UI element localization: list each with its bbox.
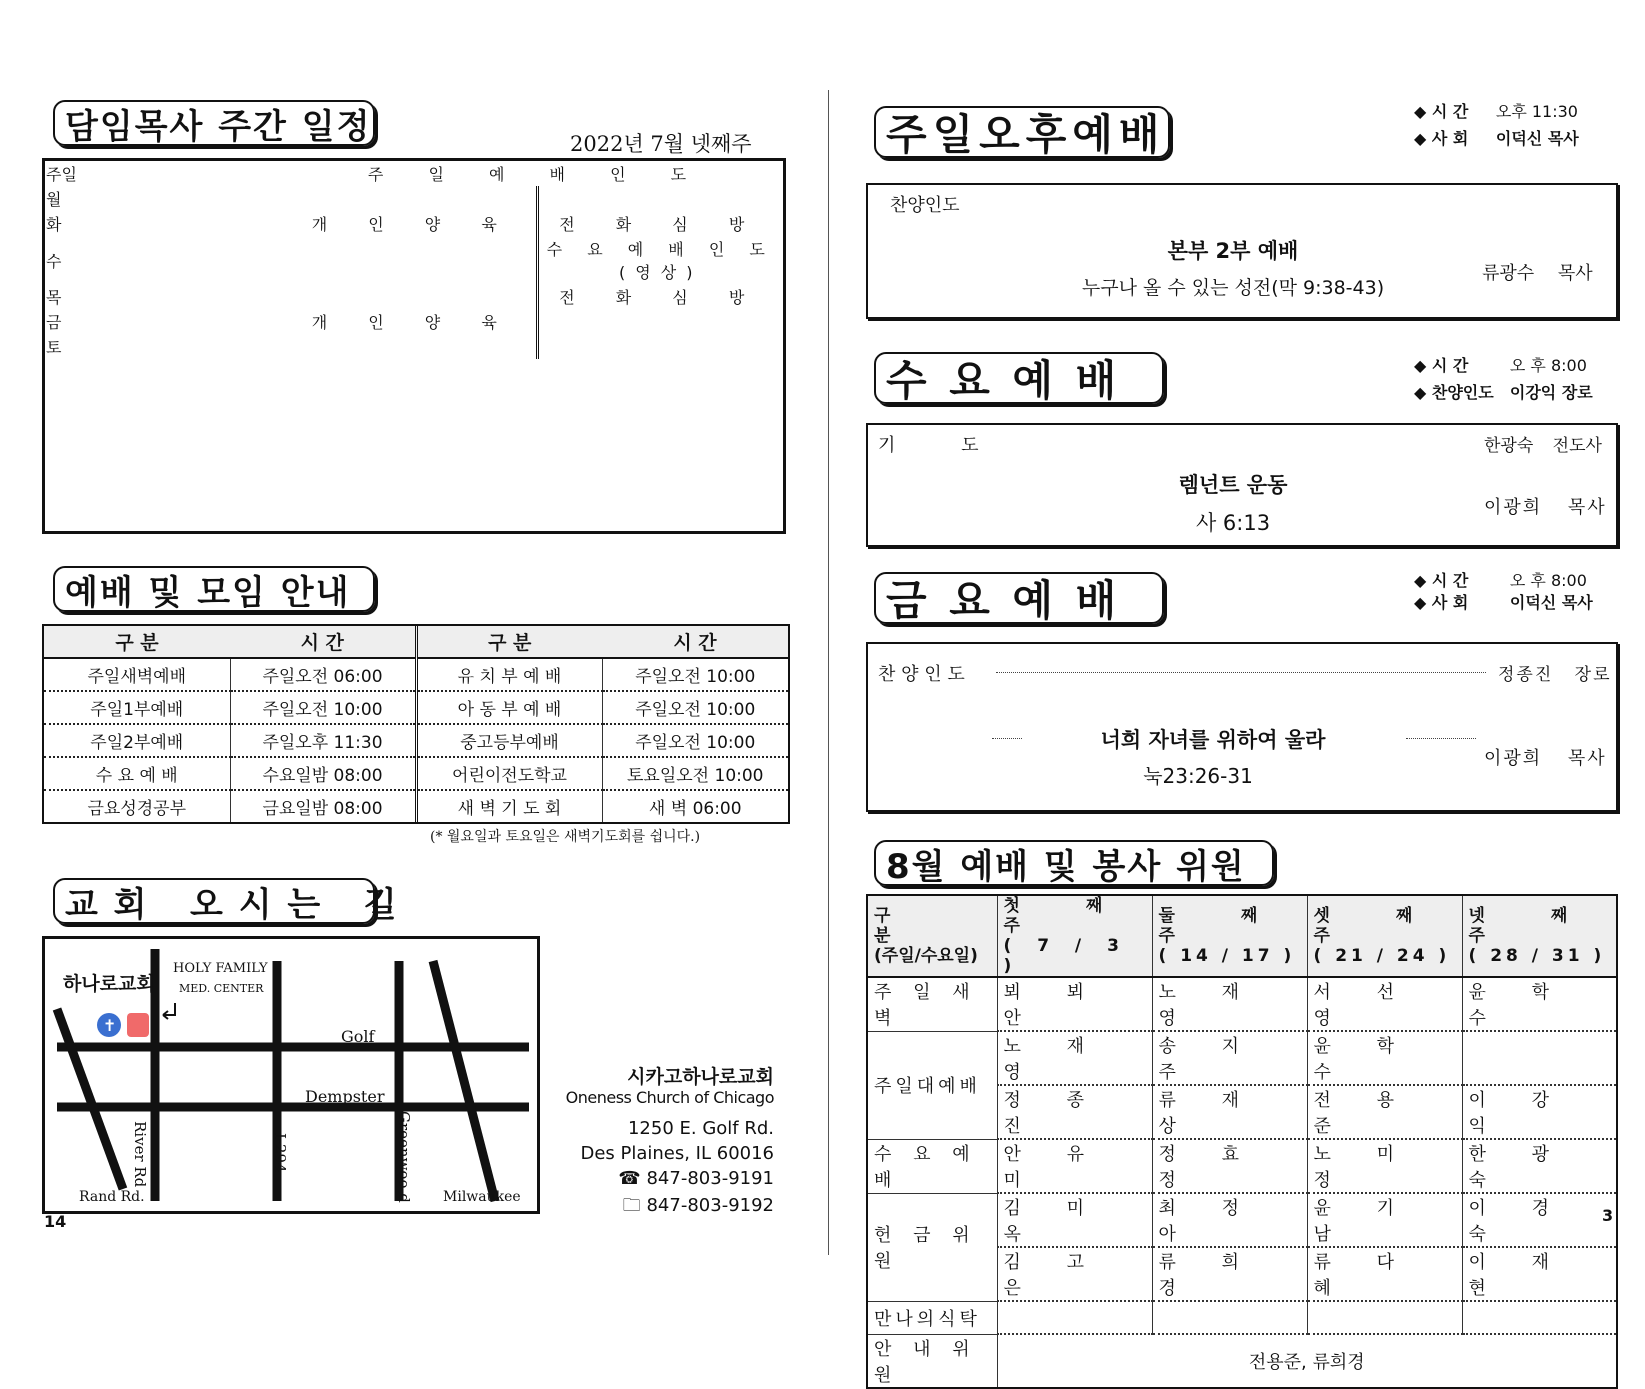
schedule-table <box>42 158 786 534</box>
host-value: 이덕신 목사 <box>1509 593 1593 612</box>
day-tue: 화 <box>46 215 62 234</box>
time-label: 시 간 <box>1431 571 1469 590</box>
meetings-title: 예배 및 모임 안내 <box>53 566 375 612</box>
wed-prayer-label: 기 도 <box>878 435 979 456</box>
roster-cell: 최 정 아 <box>1152 1193 1307 1247</box>
roster-cell: 류 다 혜 <box>1307 1247 1462 1301</box>
week1-label: 첫 째 주 <box>1003 896 1133 936</box>
sun-pm-box <box>866 183 1618 319</box>
meet-cell: 토요일오전 10:00 <box>602 757 788 790</box>
roster-cell: 김 고 은 <box>997 1247 1152 1301</box>
roster-cell: 한 광 숙 <box>1462 1139 1617 1193</box>
roster-label: 안 내 위 원 <box>867 1334 997 1388</box>
wed-preacher: 이광희 목사 <box>1484 497 1607 518</box>
map-greenwood-label: Greenwoo d <box>395 1111 413 1203</box>
table-row <box>44 691 788 724</box>
map-i294-label: I-294 <box>271 1133 289 1173</box>
phone: 847-803-9191 <box>646 1168 774 1189</box>
day-wed: 수 <box>46 251 62 271</box>
map-hospital-label2: MED. CENTER <box>179 982 264 995</box>
meet-cell: 중고등부예배 <box>416 724 602 757</box>
meet-header: 구 분 <box>416 626 602 658</box>
week3-label: 셋 째 주 <box>1313 906 1443 946</box>
meetings-table <box>42 624 790 824</box>
week4-label: 넷 째 주 <box>1468 906 1598 946</box>
roster-cell: 서 선 영 <box>1307 977 1462 1031</box>
roster-cell: 송 지 주 <box>1152 1031 1307 1085</box>
meet-cell: 새 벽 06:00 <box>648 799 742 819</box>
meet-cell: 금요성경공부 <box>44 790 230 822</box>
fri-scripture: 눅23:26-31 <box>1143 764 1253 788</box>
roster-cell: 정 종 진 <box>997 1085 1152 1139</box>
meet-cell: 주일오전 10:00 <box>602 658 788 691</box>
roster-cell: 뵈 뵈 안 <box>997 977 1152 1031</box>
roster-cell: 윤 기 남 <box>1307 1193 1462 1247</box>
table-row <box>867 977 1617 1031</box>
day-sun: 주일 <box>46 165 77 184</box>
sun-pm-sermon: 본부 2부 예배 <box>1167 239 1299 263</box>
table-row <box>867 1193 1617 1247</box>
roster-cell: 류 희 경 <box>1152 1247 1307 1301</box>
roster-cell: 정 효 정 <box>1152 1139 1307 1193</box>
wed-b: 수 요 예 배 인 도(영상) <box>546 240 775 282</box>
fri-meta: ◆ 시 간 오 후 8:00 ◆ 사 회 이덕신 목사 <box>1414 571 1593 612</box>
sun-pm-preacher: 류광수 목사 <box>1482 263 1593 284</box>
roster-cell: 전 용 준 <box>1307 1085 1462 1139</box>
meet-cell: 새 벽 기 도 회 <box>416 790 602 822</box>
week-label: 2022년 7월 넷째주 <box>570 132 752 156</box>
roster-cell: 안 유 미 <box>997 1139 1152 1193</box>
roster-header-sub: (주일/수요일) <box>874 946 978 966</box>
meet-cell: 주일1부예배 <box>44 691 230 724</box>
map-golf-label: Golf <box>341 1027 375 1046</box>
meet-cell: 어린이전도학교 <box>416 757 602 790</box>
sun-pm-meta: ◆ 시 간 오후 11:30 ◆ 사 회 이덕신 목사 <box>1414 98 1579 152</box>
host-value: 이덕신 목사 <box>1495 129 1579 148</box>
map-hospital-label1: HOLY FAMILY <box>173 961 268 976</box>
table-row <box>44 658 788 691</box>
fri-sermon-leader-r <box>1406 738 1476 739</box>
roster-cell: 이 재 현 <box>1462 1247 1617 1301</box>
day-thu: 목 <box>46 288 62 307</box>
meet-cell: 수 요 예 배 <box>44 757 230 790</box>
host-label: 사 회 <box>1431 593 1469 612</box>
roster-cell: 노 미 정 <box>1307 1139 1462 1193</box>
wed-scripture: 사 6:13 <box>1195 511 1271 535</box>
center-divider <box>828 90 829 1255</box>
meet-cell: 수요일밤 08:00 <box>230 757 416 790</box>
week2-label: 둘 째 주 <box>1158 906 1288 946</box>
tue-a: 개 인 양 육 <box>291 211 537 236</box>
phone-icon: ☎ <box>618 1168 647 1189</box>
meet-cell: 금요일밤 08:00 <box>262 799 383 819</box>
host-label: 찬양인도 <box>1431 383 1494 402</box>
address-line2: Des Plaines, IL 60016 <box>580 1143 774 1164</box>
fax-icon: 🗀 <box>622 1195 647 1216</box>
fri-praise-leader <box>996 672 1486 673</box>
day-fri: 금 <box>46 313 62 332</box>
meet-cell: 주일새벽예배 <box>44 658 230 691</box>
meet-cell: 주일오전 10:00 <box>602 691 788 724</box>
meet-header: 시 간 <box>230 626 416 658</box>
fax: 847-803-9192 <box>646 1195 774 1216</box>
thu-b: 전 화 심 방 <box>559 288 763 307</box>
day-sat: 토 <box>46 338 62 357</box>
church-name-ko: 시카고하나로교회 <box>627 1066 774 1088</box>
map-rand-label: Rand Rd. <box>79 1189 145 1205</box>
roster-cell: 노 재 영 <box>1152 977 1307 1031</box>
roster-cell: 윤 학 수 <box>1462 977 1617 1031</box>
church-info <box>556 1062 774 1218</box>
fri-sermon-leader-l <box>992 738 1022 739</box>
meet-header: 구 분 <box>44 626 230 658</box>
fri-a: 개 인 양 육 <box>291 309 537 334</box>
week2-date: ( 14 / 17 ) <box>1158 946 1296 966</box>
page-number-left: 14 <box>44 1212 67 1231</box>
fri-box <box>866 642 1618 812</box>
directions-title: 교 회 오 시 는 길 <box>53 878 375 924</box>
tue-b: 전 화 심 방 <box>559 215 763 234</box>
fri-preacher: 이광희 목사 <box>1484 748 1607 769</box>
time-value: 오 후 8:00 <box>1509 356 1587 375</box>
roster-label: 주 일 새 벽 <box>867 977 997 1031</box>
service-roster-title: 8월 예배 및 봉사 위원 <box>874 840 1274 886</box>
roster-cell: 윤 학 수 <box>1307 1031 1462 1085</box>
roster-cell: 노 재 영 <box>997 1031 1152 1085</box>
meet-cell: 주일2부예배 <box>44 724 230 757</box>
sun-pm-title: 주일오후예배 <box>874 106 1170 158</box>
week4-date: ( 28 / 31 ) <box>1468 946 1606 966</box>
map-river-label: River Rd <box>131 1121 149 1188</box>
roster-cell: 류 재 상 <box>1152 1085 1307 1139</box>
meet-cell: 주일오후 11:30 <box>230 724 416 757</box>
table-row <box>867 1031 1617 1085</box>
table-row <box>867 1334 1617 1388</box>
service-roster-table <box>866 894 1618 1389</box>
table-row <box>867 1301 1617 1334</box>
fri-sermon: 너희 자녀를 위하여 울라 <box>1100 728 1326 752</box>
table-row <box>44 724 788 757</box>
map-church-label: 하나로교회 <box>63 973 155 995</box>
host-label: 사 회 <box>1431 129 1469 148</box>
table-row <box>44 790 788 822</box>
meet-cell: 유 치 부 예 배 <box>416 658 602 691</box>
roster-label: 수 요 예 배 <box>867 1139 997 1193</box>
time-label: 시 간 <box>1431 356 1469 375</box>
church-name-en: Oneness Church of Chicago <box>565 1088 774 1107</box>
wed-meta: ◆ 시 간 오 후 8:00 ◆ 찬양인도 이강익 장로 <box>1414 352 1593 406</box>
meet-cell: 주일오전 10:00 <box>230 691 416 724</box>
sun-pm-scripture: 누구나 올 수 있는 성전(막 9:38-43) <box>1081 277 1385 299</box>
fri-title: 금 요 예 배 <box>874 572 1164 624</box>
wed-prayer-by: 한광숙 전도사 <box>1484 436 1602 456</box>
roster-cell <box>1462 1031 1617 1085</box>
pastor-schedule-title: 담임목사 주간 일정 <box>53 100 375 146</box>
sun-entry: 주 일 예 배 인 도 <box>367 165 707 184</box>
meet-cell: 아 동 부 예 배 <box>416 691 602 724</box>
directions-map <box>42 936 540 1214</box>
time-value: 오후 11:30 <box>1495 102 1578 121</box>
roster-label: 헌 금 위 원 <box>867 1193 997 1301</box>
wed-box <box>866 423 1618 547</box>
meet-cell: 주일오전 06:00 <box>230 658 416 691</box>
guide-names: 전용준, 류희경 <box>997 1334 1617 1388</box>
fri-praise-label: 찬 양 인 도 <box>878 664 965 685</box>
roster-header-label: 구 분 <box>874 906 925 946</box>
day-mon: 월 <box>46 190 62 209</box>
time-value: 오 후 8:00 <box>1509 571 1587 590</box>
roster-label: 주일대예배 <box>867 1031 997 1139</box>
map-milwaukee-label: Milwaukee <box>443 1189 521 1205</box>
fri-praise-by: 정종진 장로 <box>1498 665 1612 685</box>
week3-date: ( 21 / 24 ) <box>1313 946 1451 966</box>
sun-pm-praise-label: 찬양인도 <box>890 195 960 216</box>
host-value: 이강익 장로 <box>1509 383 1593 402</box>
wed-title: 수 요 예 배 <box>874 352 1164 404</box>
meet-header: 시 간 <box>602 626 788 658</box>
address-line1: 1250 E. Golf Rd. <box>627 1118 774 1139</box>
page-number-right: 3 <box>1602 1206 1614 1225</box>
meet-note: (* 월요일과 토요일은 새벽기도회를 쉽니다.) <box>430 829 701 845</box>
map-dempster-label: Dempster <box>305 1087 385 1106</box>
table-row <box>867 1139 1617 1193</box>
roster-cell: 이 경 숙 <box>1462 1193 1617 1247</box>
table-row <box>44 757 788 790</box>
week1-date: ( 7 / 3 ) <box>1003 936 1129 976</box>
roster-cell: 이 강 익 <box>1462 1085 1617 1139</box>
roster-label: 만나의식탁 <box>867 1301 997 1334</box>
time-label: 시 간 <box>1431 102 1469 121</box>
roster-cell: 김 미 옥 <box>997 1193 1152 1247</box>
svg-text:✝: ✝ <box>103 1016 117 1035</box>
wed-sermon: 렘넌트 운동 <box>1178 473 1288 497</box>
meet-cell: 주일오전 10:00 <box>602 724 788 757</box>
